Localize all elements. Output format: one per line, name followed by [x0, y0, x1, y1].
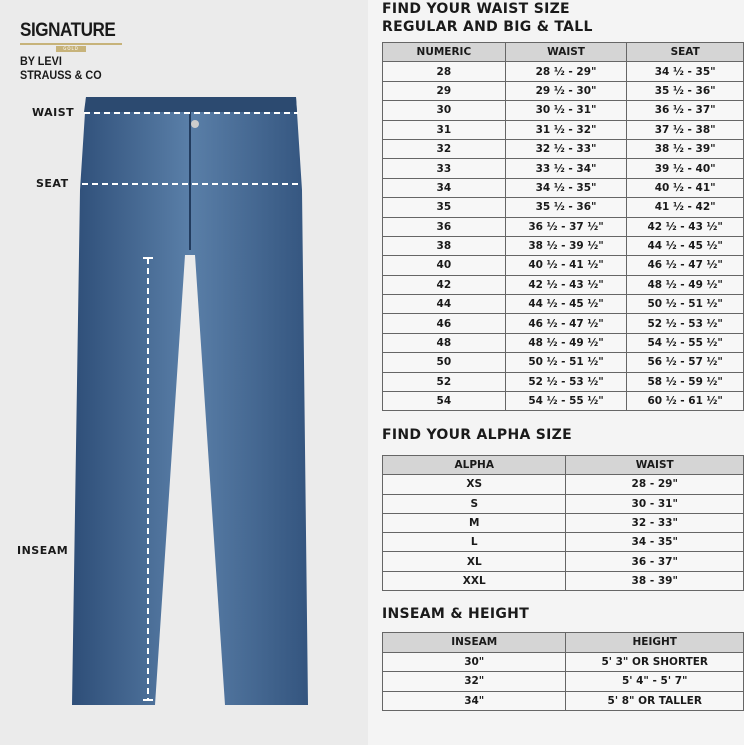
table-cell: 56 ½ - 57 ½"	[627, 353, 744, 372]
table-header-row	[383, 456, 744, 475]
column-header: WAIST	[566, 456, 744, 475]
table-cell: 34 ½ - 35"	[505, 178, 627, 197]
logo-by: BY LEVI STRAUSS & CO	[20, 54, 102, 82]
table-cell: 31	[383, 120, 506, 139]
table-cell: 32	[383, 139, 506, 158]
logo-brand: SIGNATURE	[20, 20, 116, 41]
waist-size-title	[382, 0, 593, 36]
title-line: FIND YOUR WAIST SIZE	[382, 1, 570, 17]
table-cell: 38 ½ - 39"	[627, 139, 744, 158]
table-cell: 46	[383, 314, 506, 333]
seat-label: SEAT	[36, 177, 69, 190]
table-cell: S	[383, 494, 566, 513]
table-row	[383, 571, 744, 590]
column-header: INSEAM	[383, 633, 566, 653]
table-cell: 46 ½ - 47 ½"	[505, 314, 627, 333]
table-cell: XS	[383, 475, 566, 494]
table-row	[383, 372, 744, 391]
table-cell: 52 ½ - 53 ½"	[505, 372, 627, 391]
table-cell: 54 ½ - 55 ½"	[627, 333, 744, 352]
table-cell: 39 ½ - 40"	[627, 159, 744, 178]
table-cell: 48 ½ - 49 ½"	[627, 275, 744, 294]
table-cell: 35	[383, 198, 506, 217]
table-cell: 40 ½ - 41"	[627, 178, 744, 197]
table-row	[383, 691, 744, 711]
table-cell: 33	[383, 159, 506, 178]
table-cell: 48	[383, 333, 506, 352]
table-row	[383, 120, 744, 139]
table-cell: 38	[383, 236, 506, 255]
table-row	[383, 236, 744, 255]
table-cell: 35 ½ - 36"	[505, 198, 627, 217]
alpha-size-title: FIND YOUR ALPHA SIZE	[382, 427, 572, 443]
table-cell: 30	[383, 101, 506, 120]
column-header: WAIST	[505, 43, 627, 62]
table-cell: 54 ½ - 55 ½"	[505, 392, 627, 411]
table-row	[383, 494, 744, 513]
table-cell: 38 ½ - 39 ½"	[505, 236, 627, 255]
table-cell: 34 ½ - 35"	[627, 62, 744, 81]
table-row	[383, 353, 744, 372]
table-header-row	[383, 633, 744, 653]
inseam-label: INSEAM	[17, 544, 69, 557]
table-cell: L	[383, 533, 566, 552]
table-row	[383, 139, 744, 158]
table-cell: 32"	[383, 672, 566, 692]
table-cell: 60 ½ - 61 ½"	[627, 392, 744, 411]
table-cell: 36 - 37"	[566, 552, 744, 571]
logo-sub: GOLD	[56, 46, 86, 52]
alpha-size-table	[382, 455, 744, 591]
table-cell: 46 ½ - 47 ½"	[627, 256, 744, 275]
table-cell: 36 ½ - 37"	[627, 101, 744, 120]
table-row	[383, 178, 744, 197]
table-cell: 40 ½ - 41 ½"	[505, 256, 627, 275]
table-row	[383, 295, 744, 314]
table-cell: 52	[383, 372, 506, 391]
table-cell: XXL	[383, 571, 566, 590]
table-cell: 29	[383, 81, 506, 100]
column-header: SEAT	[627, 43, 744, 62]
table-cell: 30 ½ - 31"	[505, 101, 627, 120]
table-cell: 44	[383, 295, 506, 314]
table-cell: 48 ½ - 49 ½"	[505, 333, 627, 352]
table-cell: 37 ½ - 38"	[627, 120, 744, 139]
column-header: HEIGHT	[566, 633, 744, 653]
table-cell: 31 ½ - 32"	[505, 120, 627, 139]
table-header-row	[383, 43, 744, 62]
table-cell: 5' 3" OR SHORTER	[566, 652, 744, 672]
table-cell: 34"	[383, 691, 566, 711]
table-row	[383, 198, 744, 217]
inseam-height-title: INSEAM & HEIGHT	[382, 606, 530, 622]
table-cell: 50 ½ - 51 ½"	[627, 295, 744, 314]
table-cell: 34 - 35"	[566, 533, 744, 552]
table-cell: 58 ½ - 59 ½"	[627, 372, 744, 391]
table-cell: 36 ½ - 37 ½"	[505, 217, 627, 236]
table-row	[383, 552, 744, 571]
table-cell: 32 - 33"	[566, 513, 744, 532]
table-cell: 41 ½ - 42"	[627, 198, 744, 217]
table-cell: 52 ½ - 53 ½"	[627, 314, 744, 333]
table-cell: 42 ½ - 43 ½"	[627, 217, 744, 236]
table-cell: 35 ½ - 36"	[627, 81, 744, 100]
table-cell: 50 ½ - 51 ½"	[505, 353, 627, 372]
table-cell: 40	[383, 256, 506, 275]
table-row	[383, 62, 744, 81]
table-cell: 32 ½ - 33"	[505, 139, 627, 158]
table-cell: 29 ½ - 30"	[505, 81, 627, 100]
title-line: REGULAR AND BIG & TALL	[382, 19, 593, 35]
table-row	[383, 533, 744, 552]
table-cell: 42 ½ - 43 ½"	[505, 275, 627, 294]
table-cell: 54	[383, 392, 506, 411]
table-cell: 28 ½ - 29"	[505, 62, 627, 81]
table-row	[383, 314, 744, 333]
table-row	[383, 652, 744, 672]
table-cell: 44 ½ - 45 ½"	[505, 295, 627, 314]
table-row	[383, 275, 744, 294]
table-cell: 36	[383, 217, 506, 236]
table-row	[383, 333, 744, 352]
table-cell: 42	[383, 275, 506, 294]
inseam-height-table	[382, 632, 744, 711]
table-cell: XL	[383, 552, 566, 571]
column-header: NUMERIC	[383, 43, 506, 62]
table-cell: 38 - 39"	[566, 571, 744, 590]
column-header: ALPHA	[383, 456, 566, 475]
table-row	[383, 672, 744, 692]
table-cell: 33 ½ - 34"	[505, 159, 627, 178]
table-cell: 50	[383, 353, 506, 372]
table-row	[383, 392, 744, 411]
table-row	[383, 159, 744, 178]
table-cell: 34	[383, 178, 506, 197]
table-cell: 28 - 29"	[566, 475, 744, 494]
table-row	[383, 475, 744, 494]
table-cell: 5' 8" OR TALLER	[566, 691, 744, 711]
table-cell: 30"	[383, 652, 566, 672]
table-row	[383, 217, 744, 236]
table-cell: 28	[383, 62, 506, 81]
product-image-panel	[0, 0, 368, 745]
table-row	[383, 513, 744, 532]
table-row	[383, 101, 744, 120]
table-cell: 30 - 31"	[566, 494, 744, 513]
table-row	[383, 256, 744, 275]
waist-size-table	[382, 42, 744, 411]
table-cell: 5' 4" - 5' 7"	[566, 672, 744, 692]
table-cell: M	[383, 513, 566, 532]
table-cell: 44 ½ - 45 ½"	[627, 236, 744, 255]
waist-label: WAIST	[32, 106, 75, 119]
table-row	[383, 81, 744, 100]
